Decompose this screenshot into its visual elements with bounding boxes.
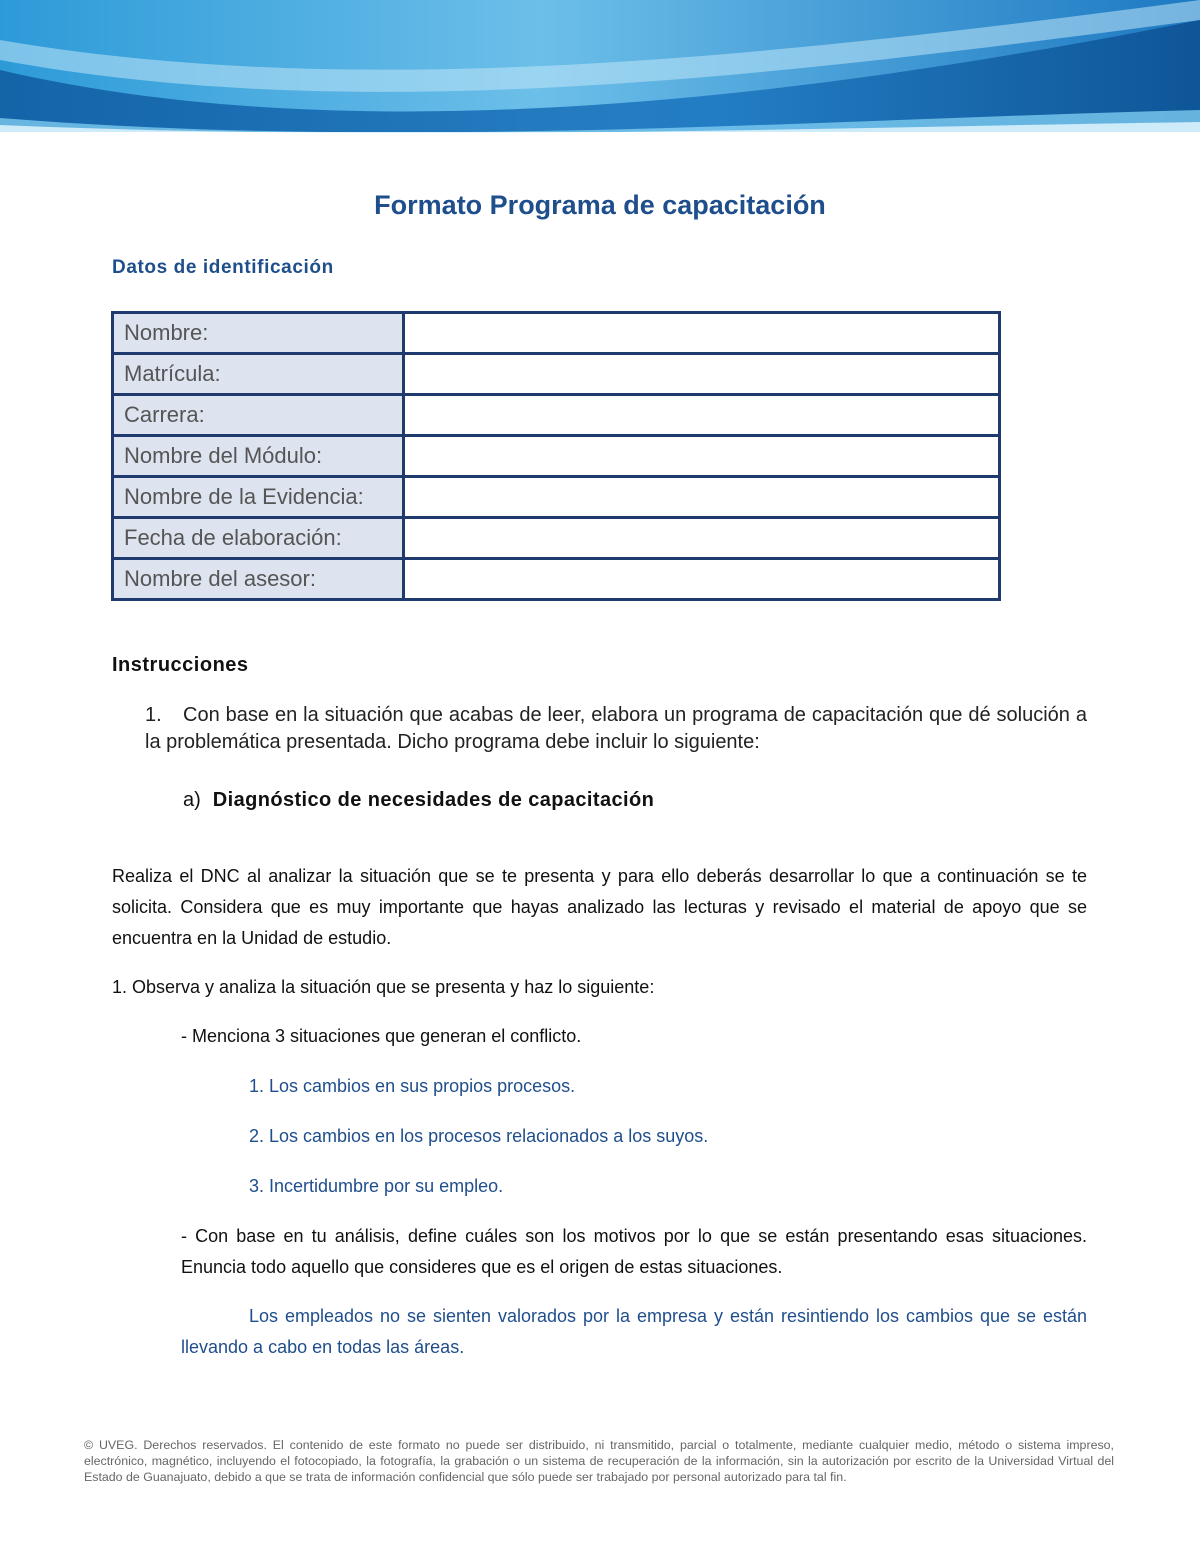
- field-label: Nombre de la Evidencia:: [113, 477, 404, 518]
- bullet-motives: - Con base en tu análisis, define cuáles son los motivos por lo que se están presentando esas situaciones. Enuncia todo aquello que consideres que es el origen de estas situaciones.: [181, 1226, 1087, 1277]
- field-label: Nombre:: [113, 313, 404, 354]
- table-row: [113, 518, 1000, 559]
- field-label: Fecha de elaboración:: [113, 518, 404, 559]
- field-label: Nombre del asesor:: [113, 559, 404, 600]
- table-row: [113, 477, 1000, 518]
- answer-motives: Los empleados no se sienten valorados por la empresa y están resintiendo los cambios que se están llevando a cabo en todas las áreas.: [181, 1306, 1087, 1357]
- identification-table: [111, 311, 1001, 601]
- identification-heading: Datos de identificación: [112, 257, 334, 278]
- field-label: Nombre del Módulo:: [113, 436, 404, 477]
- field-label: Carrera:: [113, 395, 404, 436]
- instructions-heading: Instrucciones: [112, 654, 249, 676]
- table-row: [113, 395, 1000, 436]
- sub-title: Diagnóstico de necesidades de capacitación: [212, 789, 655, 811]
- table-row: [113, 354, 1000, 395]
- sub-heading: [183, 789, 654, 812]
- field-value[interactable]: [404, 395, 1000, 436]
- table-row: [113, 436, 1000, 477]
- field-value[interactable]: [404, 559, 1000, 600]
- field-value[interactable]: [404, 477, 1000, 518]
- table-row: [113, 313, 1000, 354]
- field-label: Matrícula:: [113, 354, 404, 395]
- table-row: [113, 559, 1000, 600]
- instruction-number: 1.: [145, 704, 162, 726]
- header-banner: [0, 0, 1200, 148]
- answer-item: 2. Los cambios en los procesos relacionados a los suyos.: [249, 1126, 709, 1146]
- answer-item: 3. Incertidumbre por su empleo.: [249, 1176, 504, 1196]
- field-value[interactable]: [404, 436, 1000, 477]
- field-value[interactable]: [404, 518, 1000, 559]
- instruction-item: [145, 702, 1087, 756]
- copyright-footer: © UVEG. Derechos reservados. El contenido de este formato no puede ser distribuido, ni transmitido, parcial o totalmente, mediante cualquier medio, método o sistema impreso, electrónico, magnético, incluyendo el fotocopiado, la fotografía, la grabación o un sistema de recuperación de la información, sin la autorización por escrito de la Universidad Virtual del Estado de Guanajuato, debido a que se trata de información confidencial que sólo puede ser trabajado por personal autorizado para tal fin.: [84, 1438, 1114, 1484]
- document-title: Formato Programa de capacitación: [374, 190, 826, 220]
- sub-letter: a): [183, 789, 201, 811]
- bullet-situations: - Menciona 3 situaciones que generan el conflicto.: [181, 1026, 582, 1046]
- field-value[interactable]: [404, 354, 1000, 395]
- instruction-text: Con base en la situación que acabas de leer, elabora un programa de capacitación que dé solución a la problemática presentada. Dicho programa debe incluir lo siguiente:: [145, 704, 1087, 753]
- step-one: 1. Observa y analiza la situación que se presenta y haz lo siguiente:: [112, 977, 655, 997]
- dnc-paragraph: Realiza el DNC al analizar la situación que se te presenta y para ello deberás desarrollar lo que a continuación se te solicita. Considera que es muy importante que hayas analizado las lecturas y revisado el material de apoyo que se encuentra en la Unidad de estudio.: [112, 866, 1087, 948]
- answer-item: 1. Los cambios en sus propios procesos.: [249, 1076, 576, 1096]
- field-value[interactable]: [404, 313, 1000, 354]
